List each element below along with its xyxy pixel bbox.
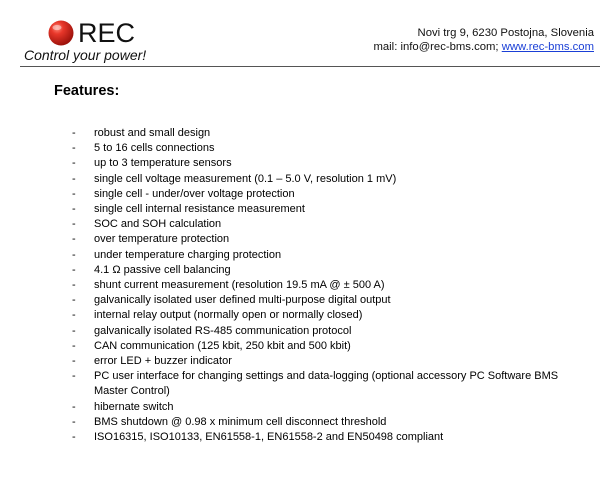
feature-text: error LED + buzzer indicator (94, 355, 232, 368)
feature-item (70, 369, 560, 399)
feature-text: galvanically isolated RS-485 communication protocol (94, 324, 352, 337)
feature-item (70, 232, 560, 247)
bullet-dash: - (72, 309, 76, 322)
bullet-dash: - (72, 248, 76, 261)
feature-item (70, 354, 560, 369)
feature-text: up to 3 temperature sensors (94, 157, 232, 170)
contact-block (373, 26, 594, 54)
feature-item (70, 156, 560, 171)
bullet-dash: - (72, 127, 76, 139)
feature-text: BMS shutdown @ 0.98 x minimum cell disconnect threshold (94, 415, 387, 428)
feature-text: 4.1 Ω passive cell balancing (94, 263, 231, 276)
bullet-dash: - (72, 339, 76, 352)
bullet-dash: - (72, 400, 76, 413)
feature-item (70, 293, 560, 308)
bullet-dash: - (72, 415, 76, 428)
feature-item (70, 187, 560, 202)
feature-item (70, 172, 560, 187)
feature-text: hibernate switch (94, 400, 174, 413)
feature-item (70, 308, 560, 323)
feature-item (70, 339, 560, 354)
feature-item (70, 430, 560, 445)
feature-text: single cell - under/over voltage protection (94, 187, 295, 200)
feature-text: single cell voltage measurement (0.1 – 5.0 V, resolution 1 mV) (94, 172, 397, 185)
bullet-dash: - (72, 203, 76, 216)
feature-text: robust and small design (94, 127, 211, 139)
logo-wordmark: REC (78, 18, 136, 48)
feature-text: CAN communication (125 kbit, 250 kbit and 500 kbit) (94, 339, 351, 352)
feature-text: single cell internal resistance measurement (94, 203, 305, 216)
bullet-dash: - (72, 218, 76, 231)
feature-text: galvanically isolated user defined multi-purpose digital output (94, 294, 391, 307)
features-heading: Features: (54, 83, 120, 99)
feature-text: shunt current measurement (resolution 19.5 mA @ ± 500 A) (94, 279, 385, 292)
address-line: Novi trg 9, 6230 Postojna, Slovenia (417, 27, 594, 39)
feature-item (70, 324, 560, 339)
feature-text: PC user interface for changing settings and data-logging (optional accessory PC Software BMS Master Control) (94, 370, 559, 398)
rec-logo (18, 16, 168, 66)
bullet-dash: - (72, 324, 76, 337)
logo-tagline: Control your power! (24, 47, 147, 63)
feature-item (70, 248, 560, 263)
feature-text: under temperature charging protection (94, 248, 282, 261)
bullet-dash: - (72, 355, 76, 368)
bullet-dash: - (72, 294, 76, 307)
bullet-dash: - (72, 172, 76, 185)
bullet-dash: - (72, 431, 76, 444)
bullet-dash: - (72, 142, 76, 155)
mail-text: mail: info@rec-bms.com; (373, 41, 502, 53)
red-ball-icon (48, 20, 74, 46)
feature-item (70, 278, 560, 293)
feature-item (70, 126, 560, 141)
bullet-dash: - (72, 263, 76, 276)
feature-item (70, 415, 560, 430)
bullet-dash: - (72, 157, 76, 170)
feature-text: internal relay output (normally open or normally closed) (94, 309, 363, 322)
feature-text: 5 to 16 cells connections (94, 142, 215, 155)
bullet-dash: - (72, 279, 76, 292)
contact-line (373, 40, 594, 54)
header-divider (20, 66, 600, 67)
feature-text: ISO16315, ISO10133, EN61558-1, EN61558-2 and EN50498 compliant (94, 431, 444, 444)
bullet-dash: - (72, 370, 76, 383)
bullet-dash: - (72, 233, 76, 246)
feature-text: SOC and SOH calculation (94, 218, 222, 231)
features-list (70, 126, 560, 445)
website-link[interactable]: www.rec-bms.com (501, 41, 594, 53)
feature-item (70, 141, 560, 156)
feature-item (70, 400, 560, 415)
feature-item (70, 202, 560, 217)
bullet-dash: - (72, 187, 76, 200)
feature-item (70, 263, 560, 278)
feature-item (70, 217, 560, 232)
letterhead (0, 0, 615, 68)
feature-text: over temperature protection (94, 233, 230, 246)
